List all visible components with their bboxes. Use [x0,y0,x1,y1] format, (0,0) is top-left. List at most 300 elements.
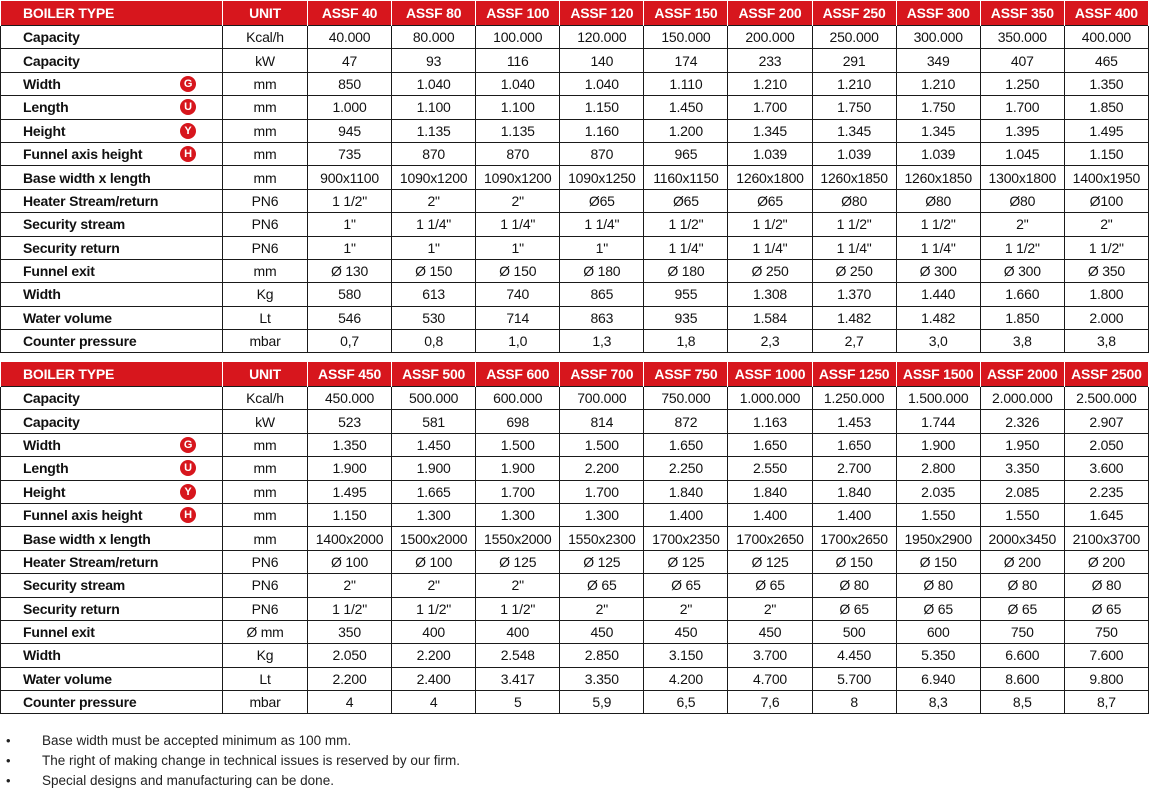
value-cell: 3,8 [1064,330,1148,353]
value-cell: 735 [308,142,392,165]
value-cell: 1.495 [1064,119,1148,142]
value-cell: 47 [308,49,392,72]
row-unit: mm [223,433,308,456]
row-label-cell [1,26,223,49]
value-cell: 2" [308,574,392,597]
value-cell: 2" [560,597,644,620]
value-cell: Ø80 [980,189,1064,212]
value-cell: Ø 350 [1064,259,1148,282]
value-cell: 8,7 [1064,691,1148,714]
value-cell: Ø65 [560,189,644,212]
table-row [1,330,1149,353]
value-cell: 1.000 [308,96,392,119]
value-cell: 1 1/2" [308,189,392,212]
value-cell: 2.500.000 [1064,387,1148,410]
value-cell: Ø 65 [560,574,644,597]
table-row [1,620,1149,643]
value-cell: 1.550 [896,503,980,526]
row-label: Water volume [23,309,112,326]
table-row [1,259,1149,282]
value-cell: 1.500 [560,433,644,456]
value-cell: 1,0 [476,330,560,353]
row-label: Width [23,75,61,92]
value-cell: 2.907 [1064,410,1148,433]
value-cell: 1.345 [896,119,980,142]
value-cell: 9.800 [1064,667,1148,690]
value-cell: 1 1/2" [728,213,812,236]
value-cell: Ø100 [1064,189,1148,212]
value-cell: 1.345 [728,119,812,142]
value-cell: 1" [476,236,560,259]
value-cell: 1.750 [896,96,980,119]
value-cell: Ø 65 [980,597,1064,620]
value-cell: 2000x3450 [980,527,1064,550]
value-cell: 200.000 [728,26,812,49]
value-cell: 1.450 [644,96,728,119]
value-cell: 1.482 [812,306,896,329]
row-unit: mm [223,119,308,142]
row-unit: mbar [223,691,308,714]
row-unit: PN6 [223,213,308,236]
row-label-cell [1,142,223,165]
spec-table-2 [0,362,1148,714]
value-cell: 400 [476,620,560,643]
value-cell: 865 [560,283,644,306]
value-cell: 300.000 [896,26,980,49]
value-cell: 140 [560,49,644,72]
note-text: The right of making change in technical issues is reserved by our firm. [42,753,460,768]
value-cell: 2.250 [644,457,728,480]
value-cell: 1260x1800 [728,166,812,189]
value-cell: 700.000 [560,387,644,410]
value-cell: 1 1/2" [644,213,728,236]
value-cell: 1.039 [896,142,980,165]
value-cell: 814 [560,410,644,433]
value-cell: 350.000 [980,26,1064,49]
header-model: ASSF 40 [308,1,392,26]
value-cell: 116 [476,49,560,72]
value-cell: 3.350 [560,667,644,690]
row-label: Height [23,122,66,139]
row-label-cell [1,119,223,142]
row-unit: PN6 [223,574,308,597]
value-cell: 1.040 [392,72,476,95]
value-cell: 6,5 [644,691,728,714]
value-cell: 1" [560,236,644,259]
table-row [1,410,1149,433]
value-cell: 1.660 [980,283,1064,306]
value-cell: 1.300 [392,503,476,526]
row-label: Funnel axis height [23,146,143,163]
bullet-icon: • [6,733,11,748]
row-label-cell [1,306,223,329]
value-cell: 3.700 [728,644,812,667]
dimension-badge-icon: H [180,146,196,162]
value-cell: 1.850 [1064,96,1148,119]
row-label-cell [1,503,223,526]
value-cell: 6.940 [896,667,980,690]
value-cell: 2.700 [812,457,896,480]
row-unit: mm [223,457,308,480]
value-cell: 8,3 [896,691,980,714]
row-label: Base width x length [23,169,151,186]
value-cell: 1090x1200 [392,166,476,189]
value-cell: 2.035 [896,480,980,503]
value-cell: 4 [308,691,392,714]
table-row [1,306,1149,329]
value-cell: 546 [308,306,392,329]
value-cell: 900x1100 [308,166,392,189]
value-cell: 1.900 [896,433,980,456]
row-unit: PN6 [223,189,308,212]
value-cell: 1 1/2" [476,597,560,620]
table-row [1,644,1149,667]
spec-table [0,1,1149,353]
header-model: ASSF 150 [644,1,728,26]
value-cell: 2" [476,189,560,212]
table-row [1,49,1149,72]
header-model: ASSF 200 [728,1,812,26]
value-cell: 530 [392,306,476,329]
value-cell: Ø 125 [728,550,812,573]
value-cell: 1.744 [896,410,980,433]
value-cell: 1.163 [728,410,812,433]
value-cell: 450.000 [308,387,392,410]
value-cell: 1260x1850 [812,166,896,189]
value-cell: 8.600 [980,667,1064,690]
value-cell: 935 [644,306,728,329]
value-cell: 850 [308,72,392,95]
value-cell: 1.500.000 [896,387,980,410]
row-unit: Kcal/h [223,387,308,410]
value-cell: 1.482 [896,306,980,329]
table-row [1,480,1149,503]
value-cell: 1.210 [896,72,980,95]
value-cell: 120.000 [560,26,644,49]
note-item [0,731,1140,751]
value-cell: 1950x2900 [896,527,980,550]
header-boiler-type: BOILER TYPE [1,1,223,26]
value-cell: 1 1/4" [728,236,812,259]
value-cell: 1.150 [308,503,392,526]
row-label-cell [1,283,223,306]
value-cell: Ø 65 [644,574,728,597]
row-label: Counter pressure [23,333,137,350]
header-row [1,362,1149,387]
row-label-cell [1,96,223,119]
table-row [1,387,1149,410]
value-cell: 1.900 [308,457,392,480]
value-cell: Ø 300 [980,259,1064,282]
value-cell: 2.085 [980,480,1064,503]
value-cell: Ø 125 [644,550,728,573]
row-unit: Kg [223,283,308,306]
note-text: Base width must be accepted minimum as 100 mm. [42,733,352,748]
row-label: Width [23,436,61,453]
table-row [1,26,1149,49]
row-label: Counter pressure [23,694,137,711]
header-model: ASSF 100 [476,1,560,26]
row-label-cell [1,433,223,456]
value-cell: Ø 300 [896,259,980,282]
value-cell: 2.000 [1064,306,1148,329]
value-cell: 1" [308,213,392,236]
row-label: Security return [23,600,120,617]
value-cell: 1.450 [392,433,476,456]
header-boiler-type: BOILER TYPE [1,362,223,387]
value-cell: 1.200 [644,119,728,142]
value-cell: 0,8 [392,330,476,353]
header-model: ASSF 1250 [812,362,896,387]
row-unit: Kg [223,644,308,667]
value-cell: 1.110 [644,72,728,95]
row-label: Funnel exit [23,263,95,280]
value-cell: 714 [476,306,560,329]
row-unit: PN6 [223,597,308,620]
value-cell: 40.000 [308,26,392,49]
value-cell: 1700x2350 [644,527,728,550]
row-label-cell [1,691,223,714]
value-cell: 4.200 [644,667,728,690]
value-cell: 3.350 [980,457,1064,480]
value-cell: 465 [1064,49,1148,72]
dimension-badge-icon: U [180,99,196,115]
row-label-cell [1,49,223,72]
table-row [1,213,1149,236]
value-cell: 1.700 [476,480,560,503]
value-cell: 450 [644,620,728,643]
value-cell: 5,9 [560,691,644,714]
value-cell: 3,0 [896,330,980,353]
value-cell: 1.300 [476,503,560,526]
header-model: ASSF 1000 [728,362,812,387]
value-cell: 1 1/4" [896,236,980,259]
value-cell: Ø 150 [812,550,896,573]
value-cell: 1500x2000 [392,527,476,550]
value-cell: 174 [644,49,728,72]
row-unit: PN6 [223,236,308,259]
table-row [1,119,1149,142]
row-label: Water volume [23,670,112,687]
value-cell: 1 1/4" [560,213,644,236]
dimension-badge-icon: Y [180,123,196,139]
value-cell: 233 [728,49,812,72]
row-label-cell [1,189,223,212]
value-cell: 93 [392,49,476,72]
value-cell: 100.000 [476,26,560,49]
value-cell: 1.900 [476,457,560,480]
value-cell: 2" [644,597,728,620]
value-cell: 1.800 [1064,283,1148,306]
value-cell: 2.800 [896,457,980,480]
value-cell: 1.550 [980,503,1064,526]
value-cell: 750 [980,620,1064,643]
value-cell: 4.700 [728,667,812,690]
value-cell: 8,5 [980,691,1064,714]
value-cell: 1.135 [476,119,560,142]
value-cell: Ø 125 [560,550,644,573]
row-unit: Kcal/h [223,26,308,49]
value-cell: 1.700 [980,96,1064,119]
value-cell: 8 [812,691,896,714]
value-cell: 1.135 [392,119,476,142]
table-row [1,503,1149,526]
row-unit: mbar [223,330,308,353]
value-cell: 2.548 [476,644,560,667]
dimension-badge-icon: G [180,76,196,92]
table-row [1,527,1149,550]
table-row [1,457,1149,480]
value-cell: 1 1/4" [812,236,896,259]
table-row [1,597,1149,620]
row-unit: mm [223,166,308,189]
value-cell: 1090x1200 [476,166,560,189]
dimension-badge-icon: G [180,437,196,453]
value-cell: 870 [560,142,644,165]
note-text: Special designs and manufacturing can be done. [42,773,334,788]
row-label: Security stream [23,577,126,594]
table-row [1,72,1149,95]
value-cell: 698 [476,410,560,433]
value-cell: Ø80 [896,189,980,212]
value-cell: Ø 80 [980,574,1064,597]
header-model: ASSF 350 [980,1,1064,26]
header-model: ASSF 700 [560,362,644,387]
value-cell: 1.345 [812,119,896,142]
value-cell: 5.700 [812,667,896,690]
row-label: Length [23,460,69,477]
row-unit: PN6 [223,550,308,573]
value-cell: 1.100 [476,96,560,119]
row-label: Heater Stream/return [23,553,159,570]
value-cell: 581 [392,410,476,433]
row-unit: mm [223,72,308,95]
value-cell: 870 [392,142,476,165]
spec-table [0,362,1149,714]
value-cell: 1.395 [980,119,1064,142]
value-cell: Ø 180 [560,259,644,282]
value-cell: 1.700 [560,480,644,503]
bullet-icon: • [6,773,11,788]
row-label-cell [1,236,223,259]
value-cell: Ø65 [644,189,728,212]
value-cell: 965 [644,142,728,165]
row-label: Height [23,483,66,500]
header-model: ASSF 300 [896,1,980,26]
value-cell: 2.200 [560,457,644,480]
value-cell: 1.308 [728,283,812,306]
value-cell: 4 [392,691,476,714]
value-cell: 5 [476,691,560,714]
row-label: Base width x length [23,530,151,547]
value-cell: 2.400 [392,667,476,690]
value-cell: Ø 200 [980,550,1064,573]
value-cell: 1300x1800 [980,166,1064,189]
value-cell: 1.400 [728,503,812,526]
row-label-cell [1,387,223,410]
header-model: ASSF 250 [812,1,896,26]
value-cell: 2" [392,189,476,212]
row-label: Funnel axis height [23,507,143,524]
value-cell: 1.039 [728,142,812,165]
value-cell: 2,3 [728,330,812,353]
header-model: ASSF 1500 [896,362,980,387]
table-row [1,142,1149,165]
table-row [1,283,1149,306]
value-cell: 870 [476,142,560,165]
value-cell: 1.000.000 [728,387,812,410]
value-cell: Ø 80 [812,574,896,597]
value-cell: 1400x1950 [1064,166,1148,189]
value-cell: 2.235 [1064,480,1148,503]
value-cell: 1.350 [1064,72,1148,95]
value-cell: 1.160 [560,119,644,142]
row-label: Funnel exit [23,624,95,641]
header-unit: UNIT [223,362,308,387]
value-cell: 1.440 [896,283,980,306]
header-model: ASSF 600 [476,362,560,387]
value-cell: 872 [644,410,728,433]
value-cell: 1.453 [812,410,896,433]
value-cell: 1550x2000 [476,527,560,550]
row-label-cell [1,166,223,189]
value-cell: 1700x2650 [728,527,812,550]
row-unit: Ø mm [223,620,308,643]
value-cell: 400.000 [1064,26,1148,49]
row-label: Width [23,647,61,664]
row-label-cell [1,213,223,236]
header-unit: UNIT [223,1,308,26]
value-cell: 6.600 [980,644,1064,667]
value-cell: 80.000 [392,26,476,49]
value-cell: 1.400 [644,503,728,526]
row-label-cell [1,644,223,667]
value-cell: 1.840 [812,480,896,503]
value-cell: 600.000 [476,387,560,410]
value-cell: 3.150 [644,644,728,667]
row-label-cell [1,574,223,597]
header-model: ASSF 750 [644,362,728,387]
value-cell: 1.700 [728,96,812,119]
value-cell: 291 [812,49,896,72]
value-cell: 1.495 [308,480,392,503]
table-row [1,433,1149,456]
table-row [1,574,1149,597]
value-cell: 2.050 [1064,433,1148,456]
value-cell: 1.650 [728,433,812,456]
header-model: ASSF 80 [392,1,476,26]
row-label: Security return [23,239,120,256]
row-label-cell [1,457,223,480]
value-cell: 1.040 [560,72,644,95]
spec-table-1 [0,1,1148,353]
value-cell: 1 1/2" [1064,236,1148,259]
note-item [0,751,1140,771]
value-cell: 1" [308,236,392,259]
row-label: Width [23,286,61,303]
row-unit: Lt [223,306,308,329]
value-cell: 1.840 [728,480,812,503]
row-label-cell [1,667,223,690]
row-label-cell [1,72,223,95]
value-cell: 7.600 [1064,644,1148,667]
value-cell: 750.000 [644,387,728,410]
header-model: ASSF 2500 [1064,362,1148,387]
value-cell: 1 1/2" [896,213,980,236]
value-cell: 2.000.000 [980,387,1064,410]
row-label-cell [1,550,223,573]
value-cell: 0,7 [308,330,392,353]
